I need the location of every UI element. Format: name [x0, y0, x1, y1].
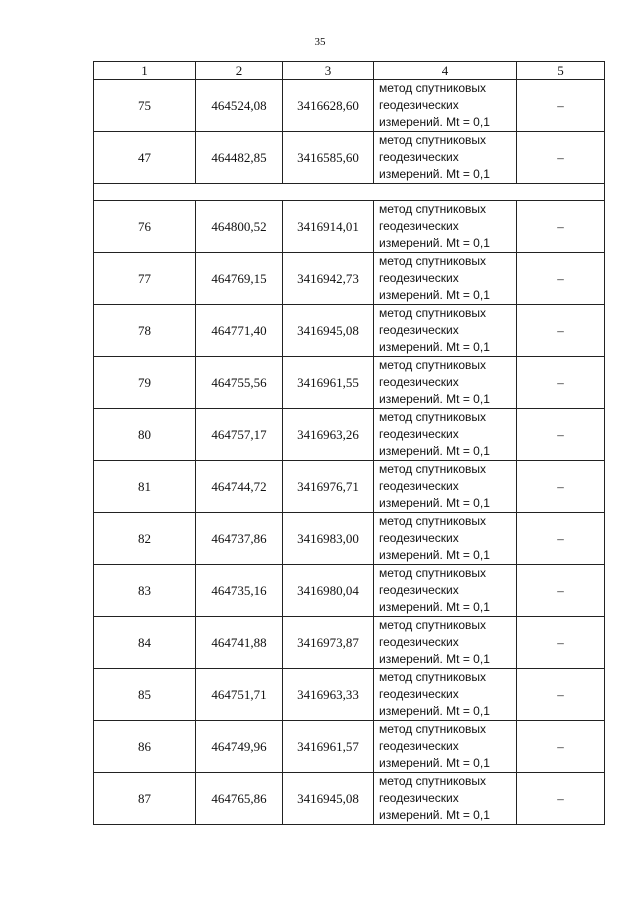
method-text-line: метод спутниковых: [379, 202, 487, 216]
x-coordinate-cell: 464749,96: [196, 721, 283, 773]
method-text-line: метод спутниковых: [379, 566, 487, 580]
method-text-line: геодезических: [379, 150, 459, 164]
method-text-line: измерений. Mt = 0,1: [379, 756, 490, 770]
method-text-line: геодезических: [379, 687, 459, 701]
point-number-cell: 84: [94, 617, 196, 669]
dash-cell: –: [517, 565, 605, 617]
dash-cell: –: [517, 132, 605, 184]
method-text-line: метод спутниковых: [379, 254, 487, 268]
method-text-line: метод спутниковых: [379, 670, 487, 684]
dash-cell: –: [517, 669, 605, 721]
table-row: [94, 461, 605, 513]
method-text-line: геодезических: [379, 219, 459, 233]
method-cell: [374, 617, 517, 669]
table-row: [94, 80, 605, 132]
method-text-line: измерений. Mt = 0,1: [379, 236, 490, 250]
column-header: 2: [196, 62, 283, 80]
separator-cell: [94, 184, 605, 201]
method-text-line: метод спутниковых: [379, 410, 487, 424]
method-text-line: метод спутниковых: [379, 774, 487, 788]
column-header: 3: [283, 62, 374, 80]
x-coordinate-cell: 464735,16: [196, 565, 283, 617]
dash-cell: –: [517, 253, 605, 305]
method-text-line: геодезических: [379, 375, 459, 389]
column-header: 5: [517, 62, 605, 80]
method-text-line: метод спутниковых: [379, 358, 487, 372]
point-number-cell: 81: [94, 461, 196, 513]
method-text-line: геодезических: [379, 531, 459, 545]
coordinates-table: [93, 61, 605, 825]
method-cell: [374, 357, 517, 409]
method-cell: [374, 80, 517, 132]
point-number-cell: 85: [94, 669, 196, 721]
method-text-line: метод спутниковых: [379, 133, 487, 147]
y-coordinate-cell: 3416983,00: [283, 513, 374, 565]
method-text-line: измерений. Mt = 0,1: [379, 548, 490, 562]
method-text-line: измерений. Mt = 0,1: [379, 496, 490, 510]
point-number-cell: 86: [94, 721, 196, 773]
table-header-row: [94, 62, 605, 80]
method-text-line: геодезических: [379, 791, 459, 805]
point-number-cell: 47: [94, 132, 196, 184]
method-text-line: геодезических: [379, 427, 459, 441]
method-text-line: метод спутниковых: [379, 462, 487, 476]
method-cell: [374, 461, 517, 513]
method-cell: [374, 132, 517, 184]
method-text-line: измерений. Mt = 0,1: [379, 167, 490, 181]
table-row: [94, 201, 605, 253]
table-separator-row: [94, 184, 605, 201]
dash-cell: –: [517, 80, 605, 132]
method-text-line: геодезических: [379, 479, 459, 493]
table-row: [94, 305, 605, 357]
method-text-line: геодезических: [379, 739, 459, 753]
method-text-line: метод спутниковых: [379, 514, 487, 528]
method-text-line: метод спутниковых: [379, 618, 487, 632]
dash-cell: –: [517, 357, 605, 409]
point-number-cell: 80: [94, 409, 196, 461]
dash-cell: –: [517, 461, 605, 513]
y-coordinate-cell: 3416942,73: [283, 253, 374, 305]
y-coordinate-cell: 3416945,08: [283, 305, 374, 357]
method-cell: [374, 513, 517, 565]
method-text-line: измерений. Mt = 0,1: [379, 115, 490, 129]
point-number-cell: 82: [94, 513, 196, 565]
y-coordinate-cell: 3416914,01: [283, 201, 374, 253]
method-text-line: геодезических: [379, 271, 459, 285]
method-text-line: измерений. Mt = 0,1: [379, 704, 490, 718]
point-number-cell: 76: [94, 201, 196, 253]
point-number-cell: 87: [94, 773, 196, 825]
y-coordinate-cell: 3416973,87: [283, 617, 374, 669]
dash-cell: –: [517, 773, 605, 825]
x-coordinate-cell: 464800,52: [196, 201, 283, 253]
table-row: [94, 721, 605, 773]
y-coordinate-cell: 3416963,26: [283, 409, 374, 461]
table-row: [94, 357, 605, 409]
x-coordinate-cell: 464769,15: [196, 253, 283, 305]
dash-cell: –: [517, 409, 605, 461]
method-cell: [374, 305, 517, 357]
x-coordinate-cell: 464757,17: [196, 409, 283, 461]
method-text-line: метод спутниковых: [379, 306, 487, 320]
dash-cell: –: [517, 305, 605, 357]
x-coordinate-cell: 464744,72: [196, 461, 283, 513]
x-coordinate-cell: 464771,40: [196, 305, 283, 357]
x-coordinate-cell: 464524,08: [196, 80, 283, 132]
y-coordinate-cell: 3416961,55: [283, 357, 374, 409]
method-text-line: измерений. Mt = 0,1: [379, 600, 490, 614]
method-text-line: геодезических: [379, 635, 459, 649]
x-coordinate-cell: 464765,86: [196, 773, 283, 825]
point-number-cell: 79: [94, 357, 196, 409]
method-text-line: измерений. Mt = 0,1: [379, 444, 490, 458]
x-coordinate-cell: 464741,88: [196, 617, 283, 669]
point-number-cell: 83: [94, 565, 196, 617]
method-text-line: измерений. Mt = 0,1: [379, 808, 490, 822]
dash-cell: –: [517, 513, 605, 565]
method-text-line: измерений. Mt = 0,1: [379, 340, 490, 354]
point-number-cell: 77: [94, 253, 196, 305]
method-text-line: метод спутниковых: [379, 81, 487, 95]
x-coordinate-cell: 464755,56: [196, 357, 283, 409]
method-cell: [374, 565, 517, 617]
page-number: 35: [314, 36, 326, 48]
column-header: 4: [374, 62, 517, 80]
dash-cell: –: [517, 617, 605, 669]
x-coordinate-cell: 464751,71: [196, 669, 283, 721]
y-coordinate-cell: 3416945,08: [283, 773, 374, 825]
y-coordinate-cell: 3416976,71: [283, 461, 374, 513]
method-cell: [374, 773, 517, 825]
table-row: [94, 513, 605, 565]
table-row: [94, 617, 605, 669]
method-text-line: геодезических: [379, 583, 459, 597]
x-coordinate-cell: 464482,85: [196, 132, 283, 184]
method-text-line: метод спутниковых: [379, 722, 487, 736]
method-cell: [374, 201, 517, 253]
dash-cell: –: [517, 201, 605, 253]
y-coordinate-cell: 3416961,57: [283, 721, 374, 773]
method-text-line: измерений. Mt = 0,1: [379, 652, 490, 666]
y-coordinate-cell: 3416963,33: [283, 669, 374, 721]
table-row: [94, 773, 605, 825]
method-text-line: геодезических: [379, 323, 459, 337]
point-number-cell: 75: [94, 80, 196, 132]
table-row: [94, 565, 605, 617]
table-row: [94, 132, 605, 184]
point-number-cell: 78: [94, 305, 196, 357]
method-text-line: измерений. Mt = 0,1: [379, 392, 490, 406]
table-row: [94, 253, 605, 305]
method-cell: [374, 253, 517, 305]
y-coordinate-cell: 3416980,04: [283, 565, 374, 617]
y-coordinate-cell: 3416585,60: [283, 132, 374, 184]
method-text-line: геодезических: [379, 98, 459, 112]
x-coordinate-cell: 464737,86: [196, 513, 283, 565]
table-row: [94, 669, 605, 721]
dash-cell: –: [517, 721, 605, 773]
y-coordinate-cell: 3416628,60: [283, 80, 374, 132]
method-cell: [374, 669, 517, 721]
column-header: 1: [94, 62, 196, 80]
method-cell: [374, 409, 517, 461]
method-text-line: измерений. Mt = 0,1: [379, 288, 490, 302]
method-cell: [374, 721, 517, 773]
table-row: [94, 409, 605, 461]
